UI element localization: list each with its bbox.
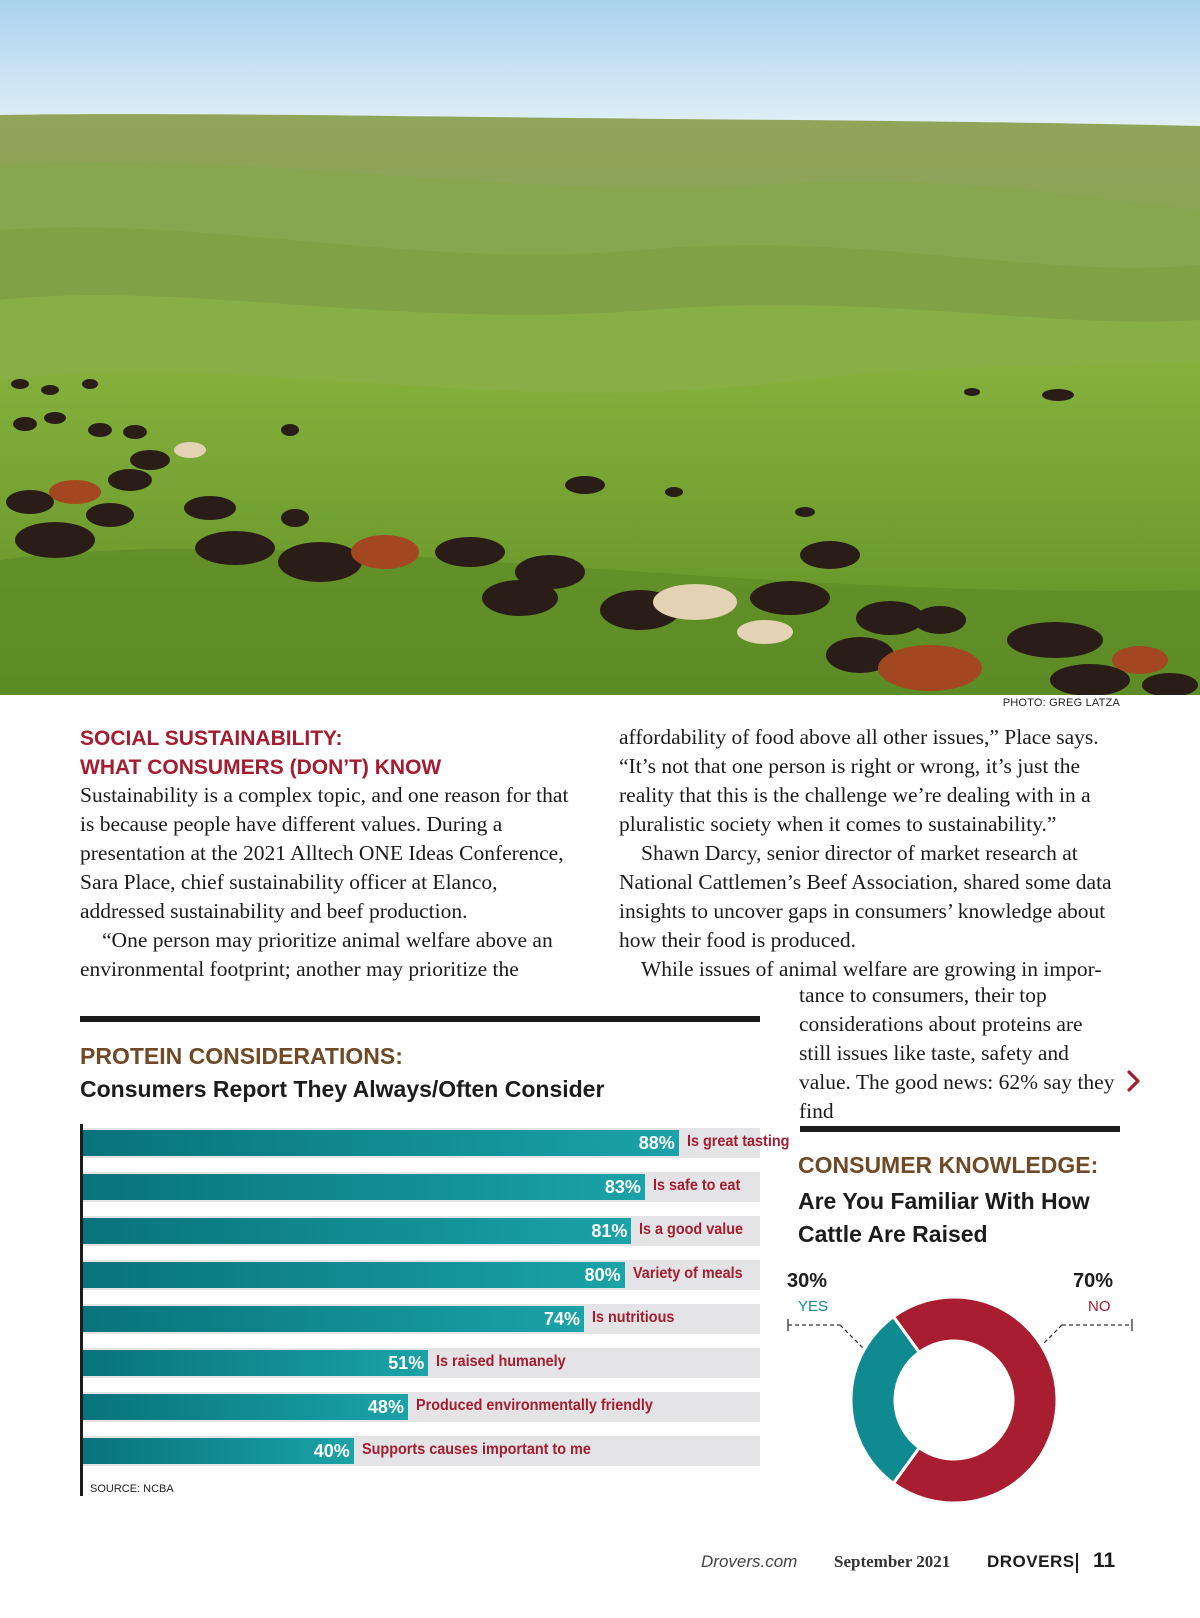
donut-label-no: NO: [1088, 1298, 1111, 1315]
bar-value-label: 81%: [591, 1221, 628, 1241]
bar-category-label: Is a good value: [639, 1221, 744, 1238]
bar-category-label: Produced environmentally friendly: [415, 1397, 653, 1414]
bar-row: [83, 1304, 760, 1334]
paragraph: “One person may prioritize animal welfare above an environmental footprint; another may prioritize the: [80, 928, 553, 981]
photo-credit: PHOTO: GREG LATZA: [1002, 697, 1120, 709]
donut-slice-no: [893, 1297, 1057, 1503]
chart-subtitle: Consumers Report They Always/Often Consider: [80, 1076, 605, 1102]
donut-value-no: 70%: [1073, 1270, 1114, 1292]
donut-chart-title: CONSUMER KNOWLEDGE:: [798, 1152, 1099, 1178]
donut-slice-yes: [851, 1317, 919, 1484]
donut-value-yes: 30%: [787, 1270, 828, 1292]
paragraph: Shawn Darcy, senior director of market research at National Cattlemen’s Beef Association, shared some data insights to uncover gaps in consumers’ knowledge about how their food is produced.: [619, 841, 1112, 952]
bar: [83, 1262, 625, 1288]
bar-category-label: Supports causes important to me: [361, 1441, 591, 1458]
article-column-2: [619, 723, 1119, 984]
chart-title: PROTEIN CONSIDERATIONS:: [80, 1043, 403, 1069]
bar-row: [83, 1172, 760, 1202]
paragraph: Sustainability is a complex topic, and one reason for that is because people have different values. During a presentation at the 2021 Alltech ONE Ideas Conference, Sara Place, chief sustainability officer at Elanco, addressed sustainability and beef production.: [80, 783, 569, 923]
bar: [83, 1218, 631, 1244]
section-heading: [80, 724, 600, 782]
bar-category-label: Is nutritious: [591, 1309, 675, 1326]
bar: [83, 1350, 428, 1376]
article-column-1: [80, 781, 580, 984]
bar: [83, 1174, 645, 1200]
bar: [83, 1438, 354, 1464]
bar-category-label: Variety of meals: [632, 1265, 743, 1282]
section-heading-line-2: WHAT CONSUMERS (DON’T) KNOW: [80, 756, 442, 779]
paragraph: affordability of food above all other issues,” Place says. “It’s not that one person is right or wrong, it’s just the reality that this is the challenge we’re dealing with in a pluralistic society when it comes to sustainability.”: [619, 725, 1099, 836]
bar-value-label: 40%: [313, 1441, 350, 1461]
paragraph: While issues of animal welfare are growing in impor-: [641, 957, 1102, 981]
bar-row: [83, 1392, 760, 1422]
bar: [83, 1394, 408, 1420]
bar-row: [83, 1128, 790, 1158]
footer-date: September 2021: [834, 1552, 951, 1571]
consumer-knowledge-donut: [780, 1275, 1140, 1505]
bar-row: [83, 1260, 760, 1290]
footer-site: Drovers.com: [701, 1552, 798, 1571]
bar-row: [83, 1348, 760, 1378]
chart-source: SOURCE: NCBA: [90, 1483, 174, 1495]
bar-value-label: 80%: [584, 1265, 621, 1285]
footer-divider: [1076, 1553, 1078, 1573]
paragraph: tance to consumers, their top considerations about proteins are still issues like taste, safety and value. The good news: 62% say they find: [799, 983, 1115, 1123]
bar-row: [83, 1216, 760, 1246]
chevron-right-icon[interactable]: [1124, 1068, 1144, 1094]
bar: [83, 1130, 679, 1156]
bar-value-label: 48%: [367, 1397, 404, 1417]
section-heading-line-1: SOCIAL SUSTAINABILITY:: [80, 727, 343, 750]
protein-bar-chart: [80, 1124, 790, 1496]
page-footer: [600, 1548, 1120, 1578]
bar: [83, 1306, 584, 1332]
pasture-cattle-photo: [0, 0, 1200, 695]
bar-value-label: 74%: [543, 1309, 580, 1329]
bar-row: [83, 1436, 760, 1466]
bar-category-label: Is safe to eat: [652, 1177, 741, 1194]
bar-value-label: 51%: [388, 1353, 425, 1373]
donut-label-yes: YES: [798, 1298, 829, 1315]
article-column-2-continued: [799, 981, 1119, 1126]
donut-chart-subtitle: Are You Familiar With How Cattle Are Raised: [798, 1188, 1090, 1247]
page-number: 11: [1093, 1549, 1116, 1572]
chart-top-rule: [80, 1016, 760, 1022]
bar-category-label: Is great tasting: [686, 1133, 790, 1150]
bar-value-label: 83%: [604, 1177, 641, 1197]
hero-photo: [0, 0, 1200, 695]
footer-brand-logo: DROVERS: [987, 1552, 1075, 1571]
bar-value-label: 88%: [638, 1133, 675, 1153]
bar-category-label: Is raised humanely: [436, 1353, 566, 1370]
donut-top-rule: [800, 1126, 1120, 1132]
